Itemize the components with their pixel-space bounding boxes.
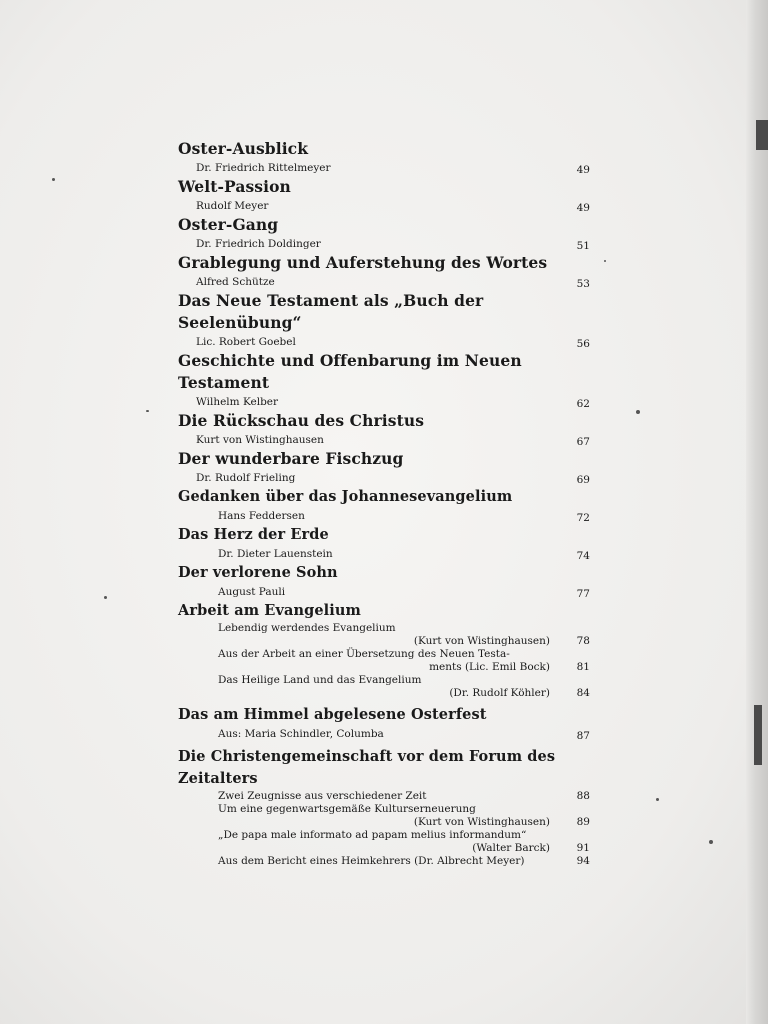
entry-page: 87 (576, 730, 590, 742)
entry-page: 56 (576, 338, 590, 350)
sub-entry-page: 84 (576, 687, 590, 699)
sub-entry-author: (Dr. Rudolf Köhler) (449, 687, 550, 699)
toc-section-forum (178, 746, 590, 868)
entry-title: Der verlorene Sohn (178, 564, 338, 581)
entry-author-row (178, 508, 590, 524)
entry-page: 74 (576, 550, 590, 562)
toc-entry (178, 252, 590, 290)
entry-author-row (178, 584, 590, 600)
sub-entry (178, 674, 590, 700)
sub-entry (178, 648, 590, 674)
entry-page: 49 (576, 202, 590, 214)
entry-title: Das Herz der Erde (178, 526, 329, 543)
entry-author: Dr. Rudolf Frieling (196, 472, 296, 484)
entry-author-row (178, 274, 590, 290)
entry-author-row (178, 470, 590, 486)
entry-page: 62 (576, 398, 590, 410)
toc-section-arbeit (178, 600, 590, 700)
entry-author-row (178, 726, 590, 742)
entry-author: Wilhelm Kelber (196, 396, 279, 408)
entry-author-row (178, 334, 590, 350)
entry-page: 53 (576, 278, 590, 290)
toc-entry (178, 350, 590, 410)
sub-entry-page: 88 (576, 790, 590, 802)
speck (636, 410, 640, 414)
sub-entry-title: Aus der Arbeit an einer Übersetzung des Neuen Testa- (218, 648, 510, 660)
sub-entry-page: 81 (576, 661, 590, 673)
entry-title: Geschichte und Offenbarung im Neuen Testament (178, 351, 522, 392)
entry-author: Dr. Friedrich Doldinger (196, 238, 321, 250)
entry-title: Gedanken über das Johannesevangelium (178, 488, 513, 505)
toc-entry (178, 562, 590, 600)
entry-title: Oster-Gang (178, 215, 279, 234)
sub-entry-title: Das Heilige Land und das Evangelium (218, 674, 422, 686)
entry-title: Das Neue Testament als „Buch der Seelenübung“ (178, 291, 484, 332)
section-title: Die Christengemeinschaft vor dem Forum des Zeitalters (178, 748, 556, 787)
speck (656, 798, 659, 801)
speck (146, 410, 149, 412)
toc-entry (178, 524, 590, 562)
edge-mark (756, 120, 768, 150)
table-of-contents (178, 138, 590, 868)
entry-title: Oster-Ausblick (178, 139, 309, 158)
entry-page: 72 (576, 512, 590, 524)
sub-entry (178, 803, 590, 829)
toc-entry (178, 486, 590, 524)
toc-entry (178, 704, 590, 742)
sub-entry-author: (Walter Barck) (472, 842, 550, 854)
speck (604, 260, 606, 262)
sub-entry-author: (Kurt von Wistinghausen) (413, 816, 550, 828)
speck (104, 596, 107, 599)
sub-entry-title: Um eine gegenwartsgemäße Kulturserneuerung (218, 803, 476, 815)
entry-title: Grablegung und Auferstehung des Wortes (178, 253, 548, 272)
entry-author: August Pauli (218, 586, 286, 598)
entry-title: Die Rückschau des Christus (178, 411, 425, 430)
sub-entry-author: ments (Lic. Emil Bock) (429, 661, 550, 673)
entry-author-row (178, 432, 590, 448)
toc-entry (178, 448, 590, 486)
entry-author: Aus: Maria Schindler, Columba (218, 728, 384, 740)
entry-page: 49 (576, 164, 590, 176)
entry-page: 77 (576, 588, 590, 600)
speck (52, 178, 55, 181)
entry-author: Dr. Friedrich Rittelmeyer (196, 162, 331, 174)
entry-page: 51 (576, 240, 590, 252)
sub-entry-page: 91 (576, 842, 590, 854)
toc-entry (178, 138, 590, 176)
toc-entry (178, 410, 590, 448)
sub-entry (178, 829, 590, 855)
entry-title: Der wunderbare Fischzug (178, 449, 404, 468)
entry-author: Rudolf Meyer (196, 200, 269, 212)
sub-entry-page: 78 (576, 635, 590, 647)
sub-entry-page: 94 (576, 855, 590, 867)
sub-entry (178, 622, 590, 648)
entry-title: Welt-Passion (178, 177, 291, 196)
speck (709, 840, 713, 844)
edge-mark (754, 705, 762, 765)
entry-page: 69 (576, 474, 590, 486)
toc-entry (178, 214, 590, 252)
entry-author: Alfred Schütze (196, 276, 275, 288)
toc-entry (178, 290, 590, 350)
section-title: Arbeit am Evangelium (178, 602, 361, 619)
entry-title: Das am Himmel abgelesene Osterfest (178, 706, 487, 723)
sub-entry (178, 855, 590, 868)
entry-author: Kurt von Wistinghausen (196, 434, 324, 446)
entry-author-row (178, 394, 590, 410)
entry-author-row (178, 546, 590, 562)
page-edge (746, 0, 768, 1024)
sub-entry-page: 89 (576, 816, 590, 828)
sub-entry-title: Aus dem Bericht eines Heimkehrers (Dr. Albrecht Meyer) (218, 855, 525, 867)
entry-author-row (178, 160, 590, 176)
entry-author-row (178, 236, 590, 252)
entry-author: Hans Feddersen (218, 510, 305, 522)
entry-author: Dr. Dieter Lauenstein (218, 548, 333, 560)
sub-entry-title: Zwei Zeugnisse aus verschiedener Zeit (218, 790, 427, 802)
entry-author: Lic. Robert Goebel (196, 336, 296, 348)
sub-entry (178, 790, 590, 803)
entry-author-row (178, 198, 590, 214)
toc-entry (178, 176, 590, 214)
sub-entry-title: Lebendig werdendes Evangelium (218, 622, 396, 634)
sub-entry-title: „De papa male informato ad papam melius informandum“ (218, 829, 527, 841)
entry-page: 67 (576, 436, 590, 448)
sub-entry-author: (Kurt von Wistinghausen) (413, 635, 550, 647)
